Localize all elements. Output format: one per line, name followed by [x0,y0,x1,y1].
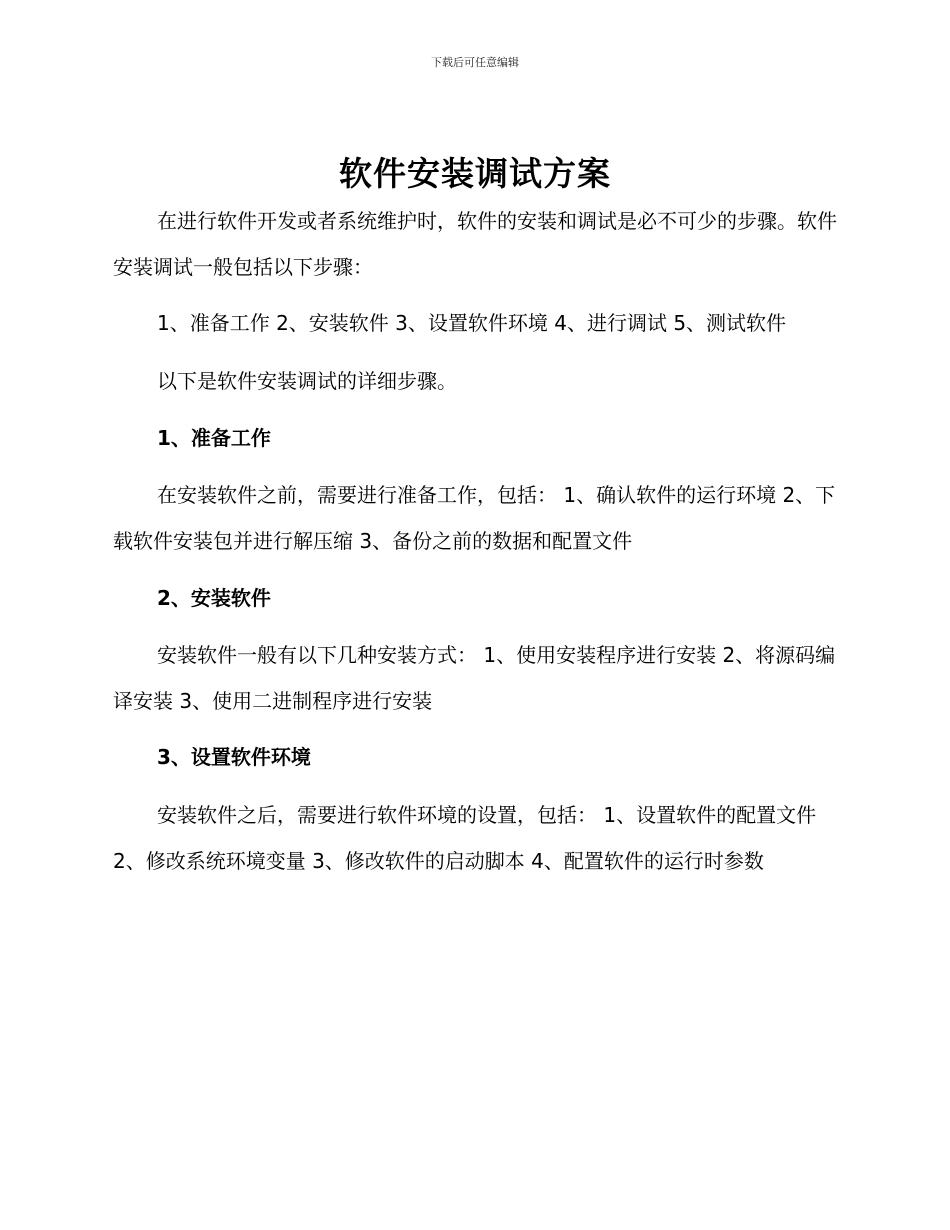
section-3-heading: 3、设置软件环境 [157,745,311,769]
document-title: 软件安装调试方案 [339,154,611,193]
details-intro: 以下是软件安装调试的详细步骤。 [157,369,457,393]
section-3-body: 安装软件之后，需要进行软件环境的设置，包括： 1、设置软件的配置文件 2、修改系统环境变量 3、修改软件的启动脚本 4、配置软件的运行时参数 [113,803,817,873]
section-2-heading: 2、安装软件 [157,586,271,610]
page-header-note: 下载后可任意编辑 [431,56,519,69]
section-1-heading: 1、准备工作 [157,426,271,450]
section-2-body: 安装软件一般有以下几种安装方式： 1、使用安装程序进行安装 2、将源码编译安装 3、使用二进制程序进行安装 [113,643,836,713]
steps-summary: 1、准备工作 2、安装软件 3、设置软件环境 4、进行调试 5、测试软件 [157,311,787,335]
intro-paragraph: 在进行软件开发或者系统维护时，软件的安装和调试是必不可少的步骤。软件安装调试一般包括以下步骤： [113,209,837,279]
section-1-body: 在安装软件之前，需要进行准备工作，包括： 1、确认软件的运行环境 2、下载软件安装包并进行解压缩 3、备份之前的数据和配置文件 [113,483,836,553]
